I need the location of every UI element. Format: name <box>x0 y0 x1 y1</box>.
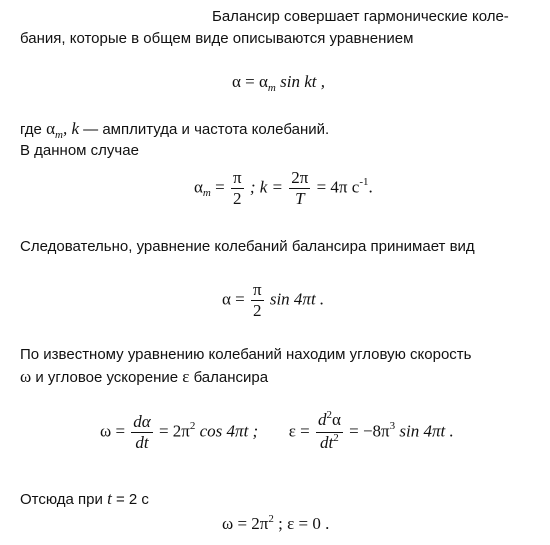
equation-oscillation-general: $\alpha = \alpha_m$ sin kt , <box>232 72 325 94</box>
equation-result: $\omega = 2\pi^2$ ; ε = 0 . <box>222 513 330 533</box>
fraction-2pi-over-T: $\frac{2\pi}{T}$ <box>291 168 309 208</box>
text-line-1: Балансир совершает гармонические коле- <box>212 8 509 25</box>
fraction-d2alpha-dt2: $\frac{d^2\alpha}{dt^2}$ <box>317 409 341 452</box>
text-line-known-eq: По известному уравнению колебаний находим угловую скорость <box>20 346 472 363</box>
text-line-where: где $\alpha_m$, k — амплитуда и частота колебаний. <box>20 119 330 141</box>
fraction-dalpha-dt: $\frac{d\alpha}{dt}$ <box>133 412 151 452</box>
equation-amplitude-frequency: $\alpha_m$ = $\frac{\pi}{2}$ ; k = $\frac{2\pi}{T}$ = 4π $с^{-1}$. <box>194 168 373 208</box>
text-line-velocity-accel: ω и угловое ускорение ε балансира <box>20 367 269 386</box>
text-line-case: В данном случае <box>20 142 139 159</box>
fraction-pi-over-2: $\frac{\pi}{2}$ <box>232 168 242 208</box>
equation-balance-oscillation: α = $\frac{\pi}{2}$ sin 4πt . <box>222 280 325 320</box>
text-line-2: бания, которые в общем виде описываются уравнением <box>20 30 414 47</box>
fraction-pi-over-2-b: $\frac{\pi}{2}$ <box>253 280 262 320</box>
text-line-hence: Отсюда при t = 2 с <box>20 489 149 508</box>
text-line-therefore: Следовательно, уравнение колебаний балансира принимает вид <box>20 238 475 255</box>
equation-angular-velocity-acceleration: ω = $\frac{d\alpha}{dt}$ = $2\pi^2$ cos 4πt ; ε = $\frac{d^2\alpha}{dt^2}$ = $-8\pi^3$ sin 4πt . <box>100 410 454 455</box>
